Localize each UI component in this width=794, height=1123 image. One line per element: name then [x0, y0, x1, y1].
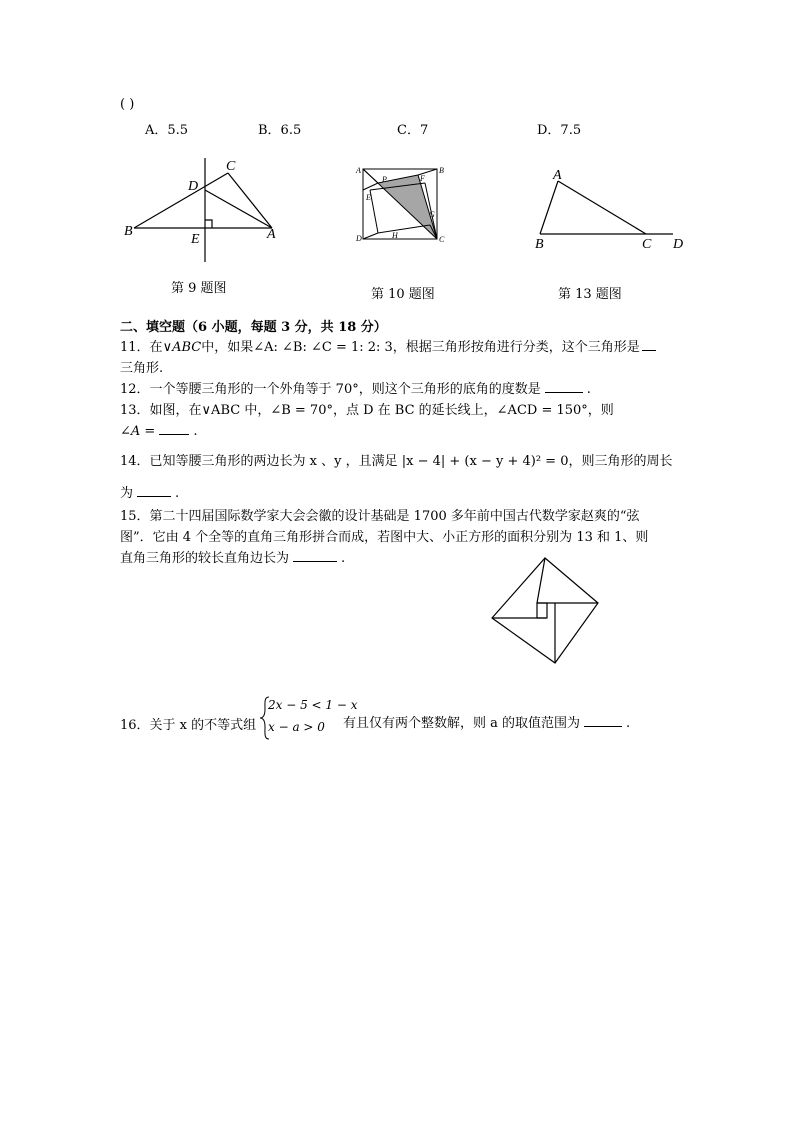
section-heading: 二、填空题（6 小题，每题 3 分，共 18 分） [120, 320, 387, 335]
figure-10 [350, 160, 450, 250]
fig10-label-f: F [420, 174, 425, 183]
q12-answer-blank[interactable] [545, 380, 583, 393]
fig9-label-d: D [188, 179, 199, 194]
fig9-label-a: A [267, 227, 276, 242]
fig9-label-c: C [226, 159, 236, 174]
option-c: C．7 [397, 123, 429, 138]
fig10-label-c: C [439, 235, 445, 244]
question-11-line1 [120, 336, 656, 355]
fig10-label-b: B [439, 166, 444, 175]
fig10-label-h: H [392, 231, 398, 240]
fig13-side-ac [558, 181, 646, 234]
option-a: A．5.5 [145, 123, 189, 138]
q11-text-b: 中，如果∠A: ∠B: ∠C = 1: 2: 3，根据三角形按角进行分类，这个三角形是 [201, 340, 640, 355]
q13-answer-blank[interactable] [159, 422, 189, 435]
question-16-tail [343, 712, 630, 731]
fig9-side-bc [134, 173, 228, 228]
q14-end: . [175, 486, 180, 501]
fig13-label-a: A [553, 168, 562, 183]
option-d: D．7.5 [537, 123, 582, 138]
fig9-caption: 第 9 题图 [171, 281, 227, 296]
q16-text: 有且仅有两个整数解，则 a 的取值范围为 [343, 716, 581, 731]
fig10-label-a: A [356, 166, 361, 175]
q16-inequality-2: x − a > 0 [268, 720, 325, 734]
fig10-label-g: G [429, 210, 435, 219]
fig9-segment-da [205, 190, 272, 228]
question-15-line3 [120, 547, 345, 566]
fig9-right-angle-mark [205, 220, 212, 228]
fig13-label-d: D [673, 237, 684, 252]
fig13-label-c: C [642, 237, 652, 252]
fig9-label-e: E [191, 232, 200, 247]
question-13-line1: 13．如图，在∨ABC 中，∠B = 70°，点 D 在 BC 的延长线上，∠ACD = 150°，则 [120, 403, 614, 418]
outer-square [492, 558, 598, 663]
question-12 [120, 378, 591, 397]
q14-text: 为 [120, 486, 134, 501]
figure-13 [525, 160, 695, 255]
question-14-line1: 14．已知等腰三角形的两边长为 x 、y ，且满足 |x − 4| + (x − y + 4)² = 0，则三角形的周长 [120, 454, 673, 469]
q13-angle-a: ∠A = [120, 424, 156, 439]
question-15-line1: 15．第二十四届国际数学家大会会徽的设计基础是 1700 多年前中国古代数学家赵爽的“弦 [120, 509, 640, 524]
inner-square [537, 603, 547, 618]
fig10-shaded-triangle [378, 175, 437, 239]
fig9-label-b: B [124, 224, 133, 239]
q16-end: . [626, 716, 631, 731]
q12-end: . [586, 382, 591, 397]
question-15-line2: 图”．它由 4 个全等的直角三角形拼合而成，若图中大、小正方形的面积分别为 13 和 1、则 [120, 530, 649, 545]
fig13-caption: 第 13 题图 [558, 287, 622, 302]
figure-9 [120, 150, 290, 270]
q11-answer-blank[interactable] [642, 338, 656, 351]
q15-text: 直角三角形的较长直角边长为 [120, 551, 290, 566]
fig13-side-ba [540, 181, 558, 234]
q16-pre: 16．关于 x 的不等式组 [120, 718, 257, 733]
option-b: B．6.5 [258, 123, 302, 138]
question-13-line2 [120, 422, 197, 439]
fig9-side-ca [228, 173, 272, 228]
q11-number: 11． [120, 340, 150, 355]
q11-text-a: 在 [149, 340, 163, 355]
q15-answer-blank[interactable] [293, 549, 337, 562]
fig13-label-b: B [535, 237, 544, 252]
fig10-label-d: D [356, 234, 362, 243]
q15-end: . [341, 551, 346, 566]
answer-paren: ( ) [120, 97, 135, 112]
q11-triangle: ∨ABC [162, 340, 202, 355]
fig10-label-p: P [382, 175, 387, 184]
fig10-caption: 第 10 题图 [371, 287, 435, 302]
question-14-line2 [120, 482, 179, 501]
fig10-label-e: E [366, 193, 371, 202]
q14-answer-blank[interactable] [137, 484, 171, 497]
q16-inequality-1: 2x − 5 < 1 − x [268, 698, 358, 712]
q16-answer-blank[interactable] [584, 714, 622, 727]
q11-line2: 三角形. [120, 361, 164, 376]
zhao-shuang-diagram [488, 555, 603, 670]
q12-text: 12．一个等腰三角形的一个外角等于 70°，则这个三角形的底角的度数是 [120, 382, 541, 397]
q13-end: . [193, 424, 198, 439]
